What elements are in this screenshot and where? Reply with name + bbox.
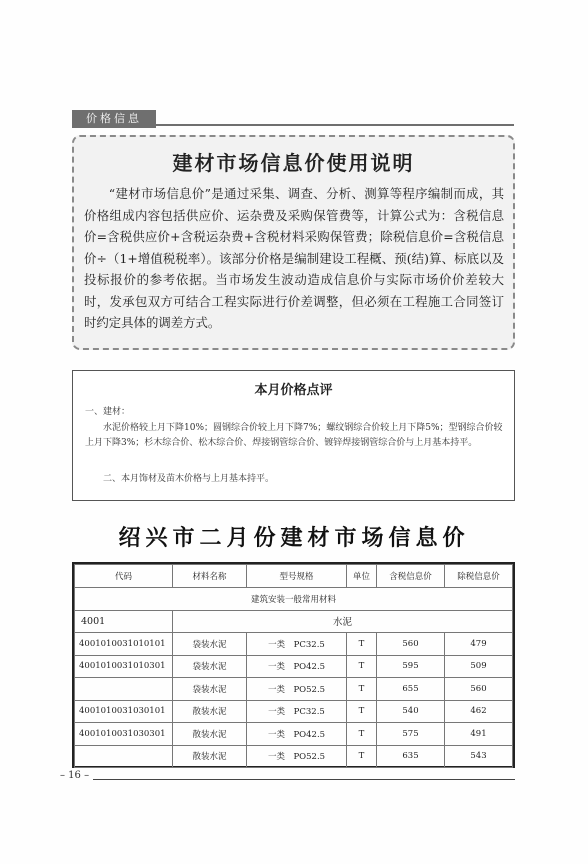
section-label-cell: 建筑安装一般常用材料 xyxy=(75,588,513,611)
row-unit: T xyxy=(347,745,377,768)
review-title: 本月价格点评 xyxy=(254,383,333,398)
row-notax-price: 491 xyxy=(445,723,513,746)
review-heading-materials: 一、建材： xyxy=(85,407,131,417)
review-decor-text: 二、本月饰材及苗木价格与上月基本持平。 xyxy=(103,474,275,484)
row-notax-price: 479 xyxy=(445,633,513,656)
header-tax-price: 含税信息价 xyxy=(377,565,445,588)
row-unit: T xyxy=(347,723,377,746)
row-code: 4001010031030101 xyxy=(75,700,173,723)
category-name: 水泥 xyxy=(173,610,513,633)
header-unit: 单位 xyxy=(347,565,377,588)
row-tax-price: 655 xyxy=(377,678,445,701)
row-spec: 一类 PO52.5 xyxy=(247,745,347,768)
row-code xyxy=(75,745,173,768)
category-row xyxy=(75,610,513,633)
row-spec: 一类 PC32.5 xyxy=(247,700,347,723)
instructions-body: “建材市场信息价”是通过采集、调查、分析、测算等程序编制而成，其价格组成内容包括供应价、运杂费及采购保管费等，计算公式为：含税信息价=含税供应价+含税运杂费+含税材料采购保管费；除税信息价=含税信息价÷（1+增值税税率）。该部分价格是编制建设工程概、预(结)算、标底以及投标报价的参考依据。当市场发生波动造成信息价与实际市场价价差较大时，发承包双方可结合工程实际进行价差调整，但必须在工程施工合同签订时约定具体的调差方式。 xyxy=(84,186,504,330)
section-label: 价格信息 xyxy=(72,110,156,128)
header-material-name: 材料名称 xyxy=(173,565,247,588)
header-spec: 型号规格 xyxy=(247,565,347,588)
header-code: 代码 xyxy=(75,565,173,588)
table-row xyxy=(75,745,513,768)
page-title: 绍兴市二月份建材市场信息价 xyxy=(118,526,470,551)
table-row xyxy=(75,633,513,656)
page-number: – 16 – xyxy=(60,770,93,781)
row-code xyxy=(75,678,173,701)
row-tax-price: 575 xyxy=(377,723,445,746)
row-notax-price: 509 xyxy=(445,655,513,678)
row-tax-price: 595 xyxy=(377,655,445,678)
row-spec: 一类 PO42.5 xyxy=(247,723,347,746)
price-table xyxy=(74,564,513,768)
row-spec: 一类 PC32.5 xyxy=(247,633,347,656)
row-spec: 一类 PO52.5 xyxy=(247,678,347,701)
table-header-row xyxy=(75,565,513,588)
row-code: 4001010031030301 xyxy=(75,723,173,746)
instructions-title: 建材市场信息价使用说明 xyxy=(172,151,415,175)
row-code: 4001010031010101 xyxy=(75,633,173,656)
row-name: 袋装水泥 xyxy=(173,633,247,656)
row-notax-price: 462 xyxy=(445,700,513,723)
footer-rule xyxy=(72,779,515,780)
row-tax-price: 635 xyxy=(377,745,445,768)
table-row xyxy=(75,700,513,723)
row-unit: T xyxy=(347,655,377,678)
row-notax-price: 543 xyxy=(445,745,513,768)
category-code: 4001 xyxy=(75,610,173,633)
row-code: 4001010031010301 xyxy=(75,655,173,678)
price-table-frame xyxy=(72,562,515,768)
review-materials-text: 水泥价格较上月下降10%；圆钢综合价较上月下降7%；螺纹钢综合价较上月下降5%；型钢综合价较上月下降3%；杉木综合价、松木综合价、焊接钢管综合价、镀锌焊接钢管综合价与上月基本持平。 xyxy=(85,423,503,448)
row-name: 散装水泥 xyxy=(173,723,247,746)
header-notax-price: 除税信息价 xyxy=(445,565,513,588)
table-row xyxy=(75,678,513,701)
row-tax-price: 560 xyxy=(377,633,445,656)
monthly-review-box xyxy=(72,370,515,501)
header-rule xyxy=(156,124,514,126)
row-notax-price: 560 xyxy=(445,678,513,701)
row-name: 散装水泥 xyxy=(173,745,247,768)
row-spec: 一类 PO42.5 xyxy=(247,655,347,678)
row-unit: T xyxy=(347,700,377,723)
table-row xyxy=(75,655,513,678)
row-tax-price: 540 xyxy=(377,700,445,723)
row-unit: T xyxy=(347,678,377,701)
row-name: 散装水泥 xyxy=(173,700,247,723)
section-row xyxy=(75,588,513,611)
row-name: 袋装水泥 xyxy=(173,678,247,701)
instructions-box xyxy=(72,135,515,350)
row-unit: T xyxy=(347,633,377,656)
table-row xyxy=(75,723,513,746)
row-name: 袋装水泥 xyxy=(173,655,247,678)
